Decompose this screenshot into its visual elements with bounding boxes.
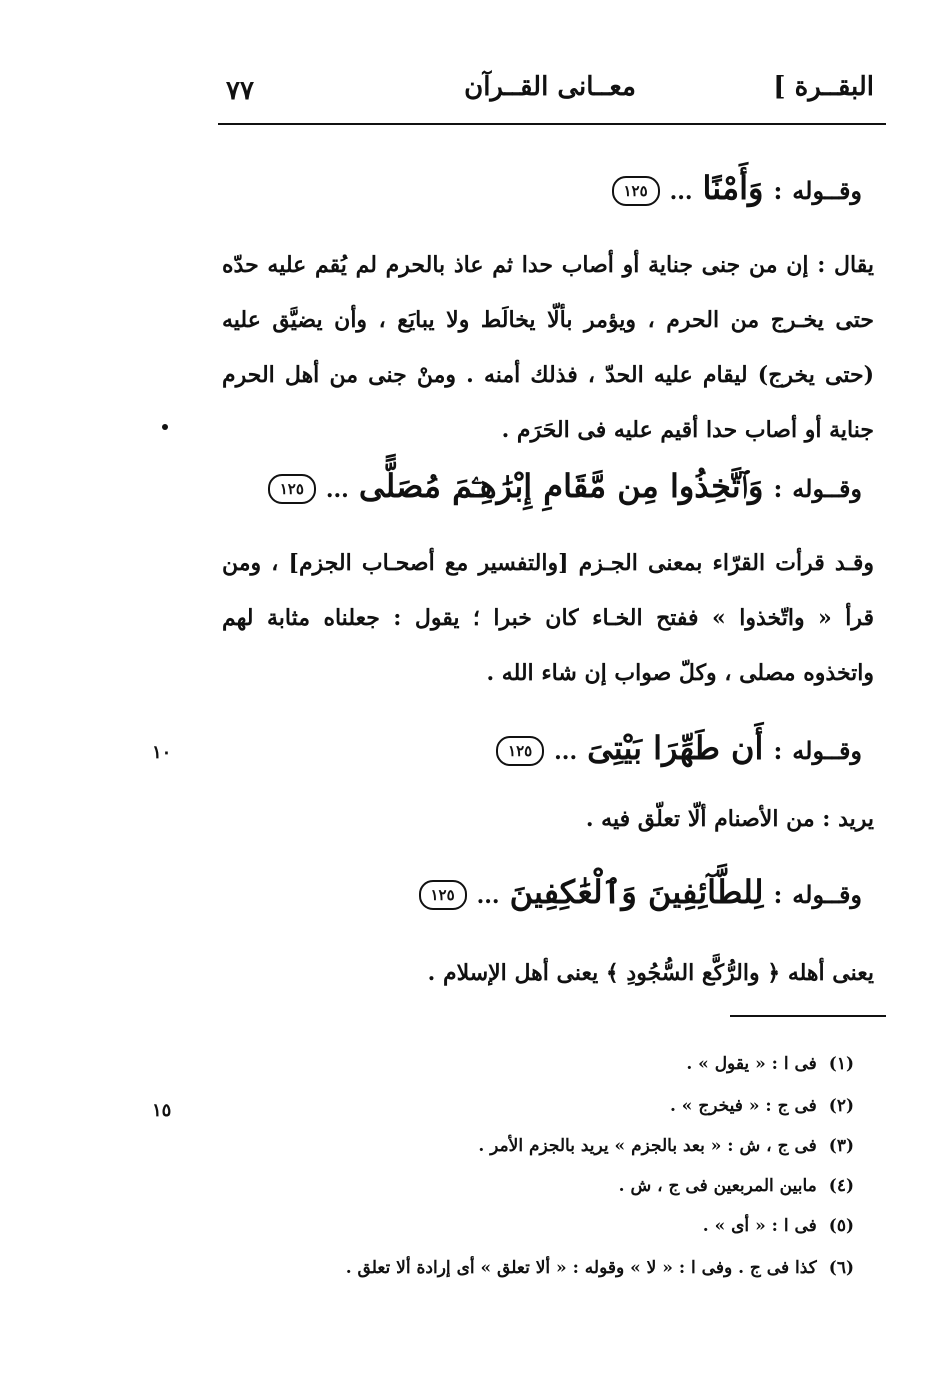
footnote-number: (٤) <box>828 1176 854 1196</box>
line-marker: ١٠ <box>152 742 172 763</box>
verse-number-badge: ١٢٥ <box>496 736 544 766</box>
footnote-rule <box>730 1015 886 1017</box>
verse-number-badge: ١٢٥ <box>268 474 316 504</box>
verse-lead: وقــوله <box>792 736 862 765</box>
verse-number-badge: ١٢٥ <box>419 880 467 910</box>
footnote-number: (٥) <box>828 1216 854 1236</box>
verse-dots: ... <box>554 739 578 765</box>
verse-line: وقــوله:لِلطَّآئِفِينَ وَٱلْعَٰكِفِينَ...١٢٥ <box>419 876 862 910</box>
footnote <box>619 1178 854 1195</box>
verse-lead: وقــوله <box>792 176 862 205</box>
verse-line: وقــوله:وَٱتَّخِذُوا مِن مَّقَامِ إِبْرَٰهِـۧمَ مُصَلًّى...١٢٥ <box>268 470 862 504</box>
verse-lead: وقــوله <box>792 880 862 909</box>
verse-quote: لِلطَّآئِفِينَ وَٱلْعَٰكِفِينَ <box>509 873 764 911</box>
verse-line: وقــوله:أَن طَهِّرَا بَيْتِىَ...١٢٥ <box>496 732 862 766</box>
verse-dots: ... <box>325 477 349 503</box>
footnote <box>703 1218 854 1235</box>
verse-number-badge: ١٢٥ <box>612 176 660 206</box>
footnote <box>670 1098 854 1115</box>
verse-dots: ... <box>476 883 500 909</box>
verse-quote: وَأَمْنًا <box>702 169 764 207</box>
footnote <box>346 1260 854 1277</box>
verse-quote: أَن طَهِّرَا بَيْتِىَ <box>587 729 764 767</box>
verse-line: وقــوله:وَأَمْنًا...١٢٥ <box>612 172 862 206</box>
footnote-text: فى ج : « فيخرج » . <box>669 1096 817 1116</box>
footnote-number: (٢) <box>828 1096 854 1116</box>
header-rule <box>218 123 886 125</box>
commentary-paragraph: يقال : إن من جنى جناية أو أصاب حدا ثم عاذ بالحرم لم يُقم عليه حدّه حتى يخـرج من الحرم ، ويؤمر بألّا يخالَط ولا يبايَع ، وأن يضيَّق عليه (حتى يخرج) ليقام عليه الحدّ ، فذلك أمنه . ومنْ جنى من أهل الحرم جناية أو أصاب حدا أقيم عليه فى الحَرَم . <box>222 252 874 443</box>
footnote <box>686 1056 854 1073</box>
commentary-paragraph: وقـد قرأت القرّاء بمعنى الجـزم [والتفسير مع أصحـاب الجزم] ، ومن قرأ « واتّخذوا » ففتح الخـاء كان خبرا ؛ يقول : جعلناه مثابة لهم واتخذوه مصلى ، وكلّ صواب إن شاء الله . <box>222 550 874 686</box>
verse-quote: وَٱتَّخِذُوا مِن مَّقَامِ إِبْرَٰهِـۧمَ مُصَلًّى <box>358 467 764 505</box>
verse-dots: ... <box>669 179 693 205</box>
page-number: ٧٧ <box>226 76 254 106</box>
verse-lead: وقــوله <box>792 474 862 503</box>
footnote-text: كذا فى ج . وفى ا : « لا » وقوله : « ألا تعلق » أى إرادة ألا تعلق . <box>345 1258 817 1278</box>
margin-dot <box>162 424 168 430</box>
book-title: معــانى القــرآن <box>464 72 636 102</box>
footnote-number: (٦) <box>828 1258 854 1278</box>
footnote-number: (١) <box>828 1054 854 1074</box>
surah-name: البقــرة ] <box>773 72 874 102</box>
commentary-paragraph: يعنى أهله ﴿ والرُّكَّع السُّجُودِ ﴾ يعنى أهل الإسلام . <box>427 960 874 986</box>
line-marker: ١٥ <box>152 1100 172 1121</box>
footnote-text: فى ا : « يقول » . <box>686 1054 817 1074</box>
footnote-text: مابين المربعين فى ج ، ش . <box>618 1176 817 1196</box>
footnote-number: (٣) <box>828 1136 854 1156</box>
footnote-text: فى ج ، ش : « بعد بالجزم » يريد بالجزم الأمر . <box>478 1136 817 1156</box>
commentary-paragraph: يريد : من الأصنام ألّا تعلّق فيه . <box>585 806 874 832</box>
footnote-text: فى ا : « أى » . <box>702 1216 817 1236</box>
footnote <box>478 1138 854 1155</box>
